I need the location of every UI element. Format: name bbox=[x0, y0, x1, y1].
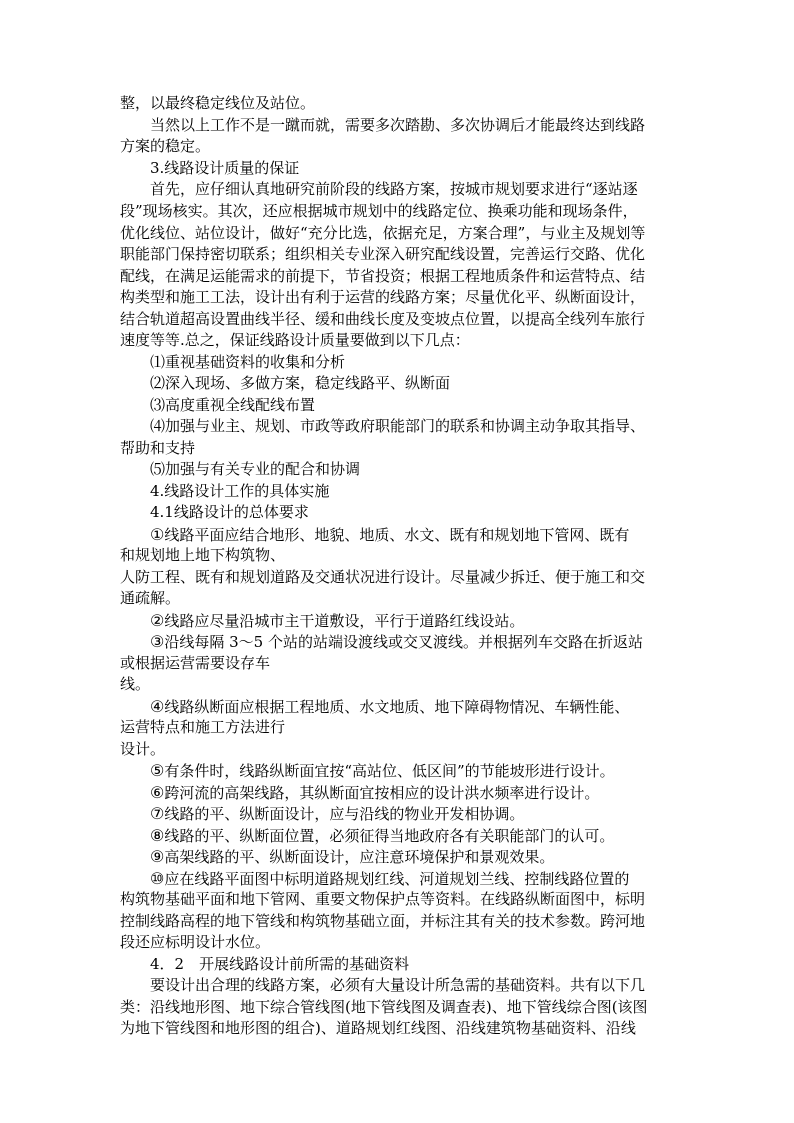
circled-number-2: ② bbox=[150, 611, 165, 630]
numbered-item bbox=[150, 696, 680, 718]
list-item: ⑵深入现场、多做方案，稳定线路平、纵断面 bbox=[150, 374, 451, 392]
numbered-item bbox=[150, 760, 680, 782]
list-item: ⑶高度重视全线配线布置 bbox=[150, 396, 316, 414]
item-text: 沿线每隔 3～5 个站的站端设渡线或交叉渡线。并根据列车交路在折返站 bbox=[164, 633, 643, 651]
item-text: 线路纵断面应根据工程地质、水文地质、地下障碍物情况、车辆性能、 bbox=[164, 698, 630, 716]
paragraph-line: 为地下管线图和地形图的组合)、道路规划红线图、沿线建筑物基础资料、沿线 bbox=[120, 1019, 636, 1037]
numbered-item bbox=[150, 846, 680, 868]
numbered-item bbox=[150, 825, 680, 847]
paragraph-line: 帮助和支持 bbox=[120, 439, 196, 457]
list-item: ⑸加强与有关专业的配合和协调 bbox=[150, 460, 361, 478]
numbered-item bbox=[150, 782, 680, 804]
circled-number-3: ③ bbox=[150, 632, 165, 651]
numbered-item bbox=[150, 868, 680, 890]
item-text: 跨河流的高架线路，其纵断面宜按相应的设计洪水频率进行设计。 bbox=[164, 784, 600, 802]
subsection-heading: 4.1线路设计的总体要求 bbox=[150, 503, 309, 521]
paragraph-line: 整，以最终稳定线位及站位。 bbox=[120, 94, 316, 112]
paragraph-line: 段”现场核实。其次，还应根据城市规划中的线路定位、换乘功能和现场条件， bbox=[120, 202, 638, 220]
paragraph-line: 类：沿线地形图、地下综合管线图(地下管线图及调查表)、地下管线综合图(该图 bbox=[120, 998, 648, 1016]
section-heading: 4.线路设计工作的具体实施 bbox=[150, 482, 330, 500]
paragraph-line: 通疏解。 bbox=[120, 589, 181, 607]
paragraph-line: 人防工程、既有和规划道路及交通状况进行设计。尽量减少拆迁、便于施工和交 bbox=[120, 568, 646, 586]
numbered-item bbox=[150, 631, 680, 653]
paragraph-line: 段还应标明设计水位。 bbox=[120, 933, 271, 951]
paragraph-line: 线。 bbox=[120, 675, 151, 693]
paragraph-line: 配线，在满足运能需求的前提下，节省投资；根据工程地质条件和运营特点、结 bbox=[120, 267, 646, 285]
circled-number-10: ⑩ bbox=[150, 869, 165, 888]
paragraph-line: 控制线路高程的地下管线和构筑物基础立面，并标注其有关的技术参数。跨河地 bbox=[120, 912, 646, 930]
circled-number-1: ① bbox=[150, 525, 165, 544]
circled-number-4: ④ bbox=[150, 697, 165, 716]
numbered-item bbox=[150, 610, 680, 632]
list-item: ⑷加强与业主、规划、市政等政府职能部门的联系和协调主动争取其指导、 bbox=[150, 417, 646, 435]
paragraph-line: 职能部门保持密切联系；组织相关专业深入研究配线设置，完善运行交路、优化 bbox=[120, 245, 646, 263]
paragraph-line: 构类型和施工工法，设计出有利于运营的线路方案；尽量优化平、纵断面设计， bbox=[120, 288, 646, 306]
list-item: ⑴重视基础资料的收集和分析 bbox=[150, 353, 346, 371]
item-text: 有条件时，线路纵断面宜按“高站位、低区间”的节能坡形进行设计。 bbox=[164, 762, 615, 780]
paragraph-line: 方案的稳定。 bbox=[120, 137, 211, 155]
section-heading: 3.线路设计质量的保证 bbox=[150, 159, 300, 177]
item-text: 应在线路平面图中标明道路规划红线、河道规划兰线、控制线路位置的 bbox=[164, 870, 630, 888]
paragraph-line: 要设计出合理的线路方案，必须有大量设计所急需的基础资料。共有以下几 bbox=[150, 976, 646, 994]
paragraph-line: 运营特点和施工方法进行 bbox=[120, 718, 286, 736]
numbered-item bbox=[150, 524, 680, 546]
item-text: 线路平面应结合地形、地貌、地质、水文、既有和规划地下管网、既有 bbox=[164, 526, 630, 544]
subsection-heading: 4．2 开展线路设计前所需的基础资料 bbox=[150, 955, 410, 973]
paragraph-line: 或根据运营需要设存车 bbox=[120, 654, 271, 672]
paragraph-line: 速度等等.总之，保证线路设计质量要做到以下几点： bbox=[120, 331, 470, 349]
paragraph-line: 结合轨道超高设置曲线半径、缓和曲线长度及变坡点位置，以提高全线列车旅行 bbox=[120, 310, 646, 328]
paragraph-line: 首先，应仔细认真地研究前阶段的线路方案，按城市规划要求进行“逐站逐 bbox=[150, 180, 638, 198]
paragraph-line: 构筑物基础平面和地下管网、重要文物保护点等资料。在线路纵断面图中，标明 bbox=[120, 890, 646, 908]
paragraph-line: 当然以上工作不是一蹴而就，需要多次踏勘、多次协调后才能最终达到线路 bbox=[150, 116, 646, 134]
item-text: 高架线路的平、纵断面设计，应注意环境保护和景观效果。 bbox=[164, 848, 555, 866]
circled-number-8: ⑧ bbox=[150, 826, 165, 845]
item-text: 线路应尽量沿城市主干道敷设，平行于道路红线设站。 bbox=[164, 612, 525, 630]
paragraph-line: 设计。 bbox=[120, 740, 166, 758]
numbered-item bbox=[150, 803, 680, 825]
circled-number-6: ⑥ bbox=[150, 783, 165, 802]
circled-number-7: ⑦ bbox=[150, 804, 165, 823]
item-text: 线路的平、纵断面位置，必须征得当地政府各有关职能部门的认可。 bbox=[164, 827, 615, 845]
circled-number-5: ⑤ bbox=[150, 761, 165, 780]
paragraph-line: 优化线位、站位设计，做好“充分比选，依据充足，方案合理”，与业主及规划等 bbox=[120, 224, 646, 242]
paragraph-line: 和规划地上地下构筑物、 bbox=[120, 546, 286, 564]
item-text: 线路的平、纵断面设计，应与沿线的物业开发相协调。 bbox=[164, 805, 525, 823]
circled-number-9: ⑨ bbox=[150, 847, 165, 866]
